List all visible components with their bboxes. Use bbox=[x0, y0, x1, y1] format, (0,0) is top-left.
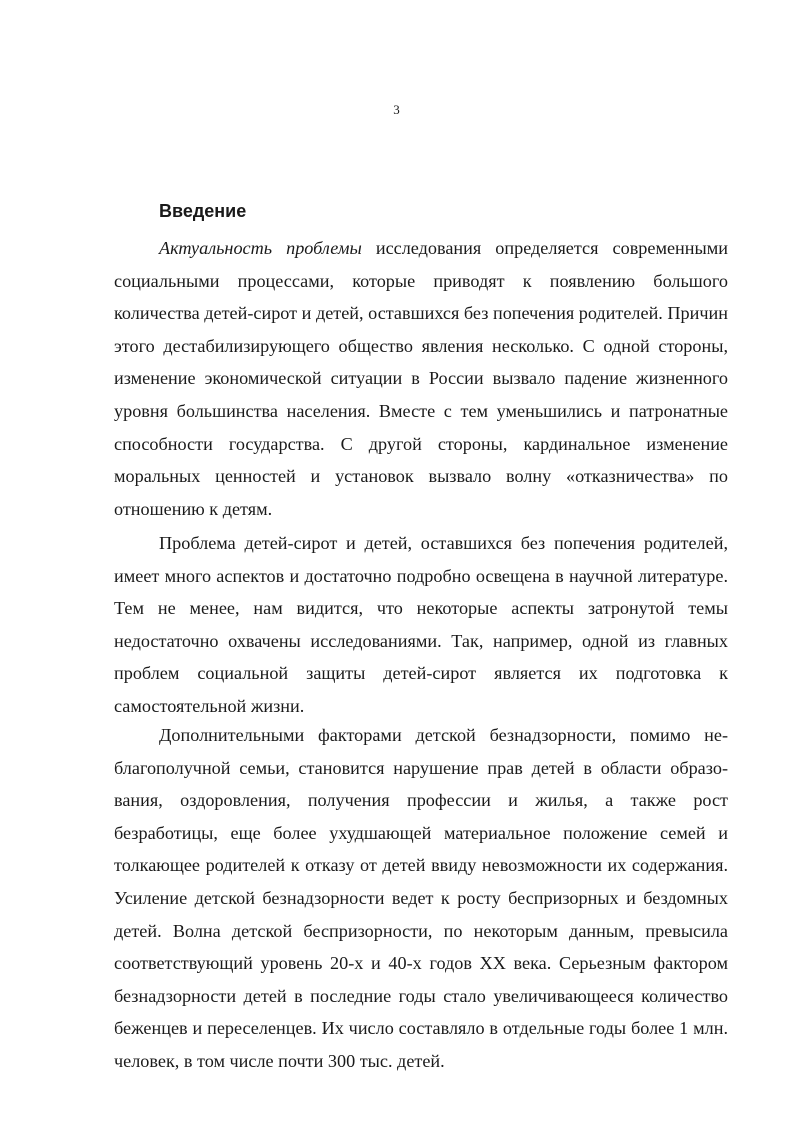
paragraph-1-text: исследования определяется современными социальными процессами, которые приводят к появлению большого количества детей-сирот и детей, оставшихся без попечения родителей. Причин этого дестабилизирующего общество явления несколько. С одной стороны, изменение экономической ситуации в России вызвало падение жизненного уровня большинства населения. Вместе с тем уменьшились и патронатные способности государства. С другой стороны, кардинальное изменение моральных ценностей и установок вызвало волну «отказничества» по отношению к детям. bbox=[114, 238, 728, 519]
page-number: 3 bbox=[393, 102, 400, 117]
paragraph-3: Дополнительными факторами детской безнадзорности, помимо неблагополучной семьи, становится нарушение прав детей в области образования, оздоровления, получения профессии и жилья, а также рост безработицы, еще более ухудшающей материальное положение семей и толкающее родителей к отказу от детей ввиду невозможности их содержания. Усиление детской безнадзорности ведет к росту беспризорных и бездомных детей. Волна детской беспризорности, по некоторым данным, превысила соответствующий уровень 20-х и 40-х годов XX века. Серьезным фактором безнадзорности детей в последние годы стало увеличивающееся количество беженцев и переселенцев. Их число составляло в отдельные годы более 1 млн. человек, в том числе почти 300 тыс. детей. bbox=[114, 725, 728, 1071]
paragraph-1-lead: Актуальность проблемы bbox=[159, 238, 362, 258]
paragraph-1 bbox=[114, 232, 728, 525]
paragraph-2: Проблема детей-сирот и детей, оставшихся без попечения родителей, имеет много аспектов и достаточно подробно освещена в научной литературе. Тем не менее, нам видится, что некоторые аспекты затронутой темы недостаточно охвачены исследованиями. Так, например, одной из главных проблем социальной защиты детей-сирот является их подготовка к самостоятельной жизни. bbox=[114, 533, 728, 716]
section-heading: Введение bbox=[159, 201, 247, 221]
